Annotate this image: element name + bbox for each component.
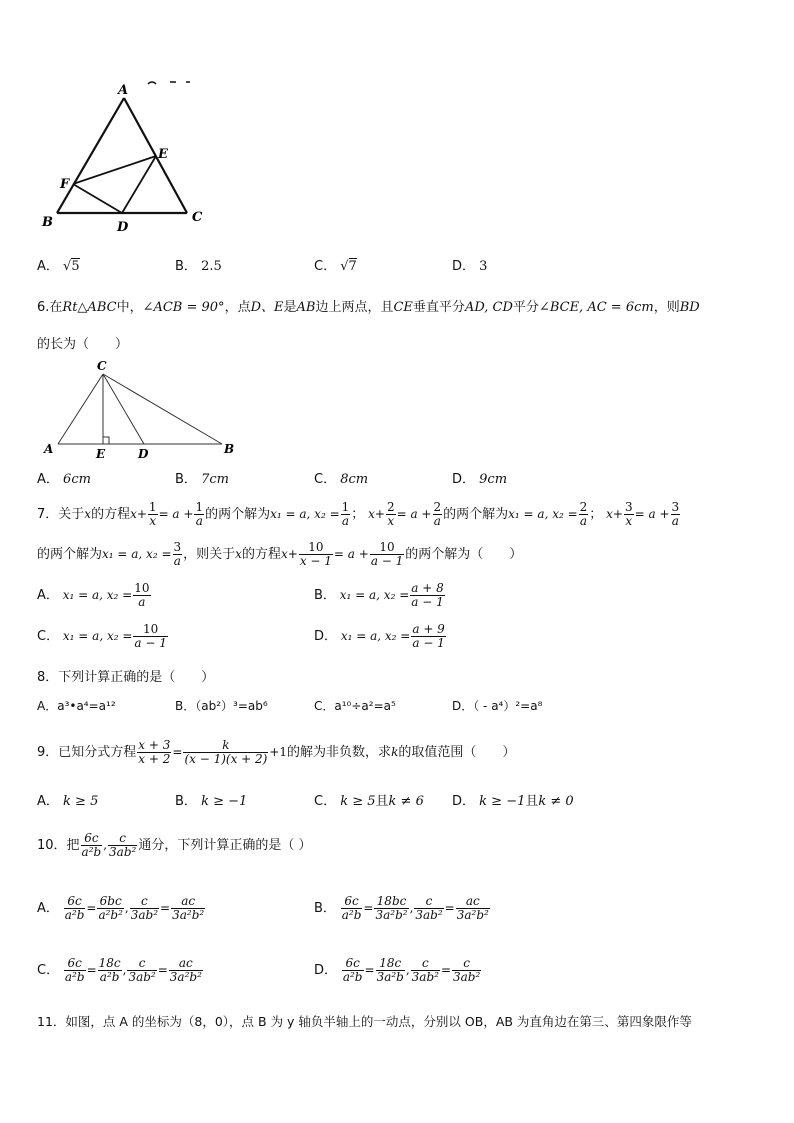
q5-option-c[interactable]: C． √7 — [314, 259, 357, 274]
q9-option-b[interactable]: B． k ≥ −1 — [175, 794, 248, 809]
q8-option-d[interactable]: D．（ - a⁴）²=a⁸ — [452, 699, 543, 713]
q6-option-a[interactable]: A． 6cm — [37, 472, 91, 487]
q6-option-c[interactable]: C． 8cm — [314, 472, 369, 487]
q8-option-b[interactable]: B．（ab²）³=ab⁶ — [175, 699, 268, 713]
q5-option-d[interactable]: D． 3 — [452, 259, 488, 274]
label-B: B — [42, 215, 53, 230]
q8-option-c[interactable]: C．a¹⁰÷a²=a⁵ — [314, 699, 396, 713]
q6-option-d[interactable]: D． 9cm — [452, 472, 508, 487]
q7-option-a[interactable]: A． x₁ = a, x₂ = $\frac{10}{a}$ — [37, 581, 150, 609]
q10-option-c[interactable]: C． $\frac{6c}{\text{a²b}}$ = $\frac{18c}{\text{a²b}}$ , $\frac{c}{\text{3ab²}}$ = $\frac{ac}{\text{3a²b²}}$ — [37, 956, 202, 984]
q10-option-b[interactable]: B． $\frac{6c}{\text{a²b}}$ = $\frac{18bc}{\text{3a²b²}}$ , $\frac{c}{\text{3ab²}}$ = $\frac{ac}{\text{3a²b²}}$ — [314, 894, 489, 922]
q9-option-c[interactable]: C． k ≥ 5且k ≠ 6 — [314, 794, 424, 809]
label-E: E — [96, 447, 106, 461]
sqrt-symbol: √ — [63, 259, 72, 274]
q5-option-b[interactable]: B． 2.5 — [175, 259, 222, 274]
triangle-figure-q6 — [36, 356, 246, 464]
label-A: A — [44, 442, 54, 456]
q6-stem-line1: 6.在Rt△ABC中，∠ACB = 90°，点D、E是AB边上两点，且CE垂直平分AD, CD平分∠BCE, AC = 6cm，则BD — [37, 300, 700, 315]
label-F: F — [60, 177, 70, 192]
label-D: D — [138, 447, 149, 461]
q10-option-a[interactable]: A． $\frac{6c}{\text{a²b}}$ = $\frac{6bc}{\text{a²b²}}$ , $\frac{c}{\text{3ab²}}$ = $\frac{ac}{\text{3a²b²}}$ — [37, 894, 205, 922]
q11-stem: 11．如图，点 A 的坐标为（8，0），点 B 为 y 轴负半轴上的一动点，分别以 OB，AB 为直角边在第三、第四象限作等 — [37, 1014, 692, 1029]
q10-stem: 10．把 $\frac{6c}{\text{a²b}}$ , $\frac{c}{\text{3ab²}}$ 通分，下列计算正确的是（ ） — [37, 831, 312, 859]
q7-option-b[interactable]: B． x₁ = a, x₂ = $\frac{a + 8}{a - 1}$ — [314, 581, 444, 609]
q7-option-d[interactable]: D． x₁ = a, x₂ = $\frac{a + 9}{a - 1}$ — [314, 622, 445, 650]
q7-option-c[interactable]: C． x₁ = a, x₂ = $\frac{10}{a - 1}$ — [37, 622, 167, 650]
q10-option-d[interactable]: D． $\frac{6c}{\text{a²b}}$ = $\frac{18c}{\text{3a²b}}$ , $\frac{c}{\text{3ab²}}$ = $\frac{c}{\text{3ab²}}$ — [314, 956, 481, 984]
q6-option-b[interactable]: B． 7cm — [175, 472, 229, 487]
q9-option-a[interactable]: A． k ≥ 5 — [37, 794, 99, 809]
sqrt-symbol: √ — [340, 259, 349, 274]
label-D: D — [117, 220, 129, 235]
q5-option-a[interactable]: A． √5 — [37, 259, 80, 274]
q7-stem-line2: 的两个解为x₁ = a, x₂ = $\frac{3}{a}$ ，则关于x的方程x+ $\frac{10}{x - 1}$ = a + $\frac{10}{a - 1}$ 的两个解为（ ） — [37, 540, 523, 568]
q9-stem: 9．已知分式方程 $\frac{x + 3}{x + 2}$ = $\frac{k}{(x - 1)(x + 2)}$ +1的解为非负数，求k的取值范围（ ） — [37, 738, 516, 766]
q7-stem-line1: 7．关于x的方程x+ $\frac{1}{x}$ = a + $\frac{1}{a}$ 的两个解为x₁ = a, x₂ = $\frac{1}{a}$ ； x+ $\frac{2}{x}$ = a + $\frac{2}{a}$ 的两个解为x₁ = a, x₂ = $\frac{2}{a}$ ； x+ $\frac{3}{x}$ = a + $\frac{3}{a}$ — [37, 500, 680, 528]
label-C: C — [192, 210, 203, 225]
label-C: C — [97, 359, 107, 373]
label-E: E — [158, 147, 168, 162]
q8-option-a[interactable]: A．a³•a⁴=a¹² — [37, 699, 116, 713]
q8-stem: 8．下列计算正确的是（ ） — [37, 670, 215, 685]
q9-option-d[interactable]: D． k ≥ −1且k ≠ 0 — [452, 794, 574, 809]
label-A: A — [118, 83, 129, 98]
triangle-figure-q5 — [30, 76, 230, 236]
label-B: B — [224, 442, 235, 456]
q6-stem-line2: 的长为（ ） — [37, 337, 129, 352]
